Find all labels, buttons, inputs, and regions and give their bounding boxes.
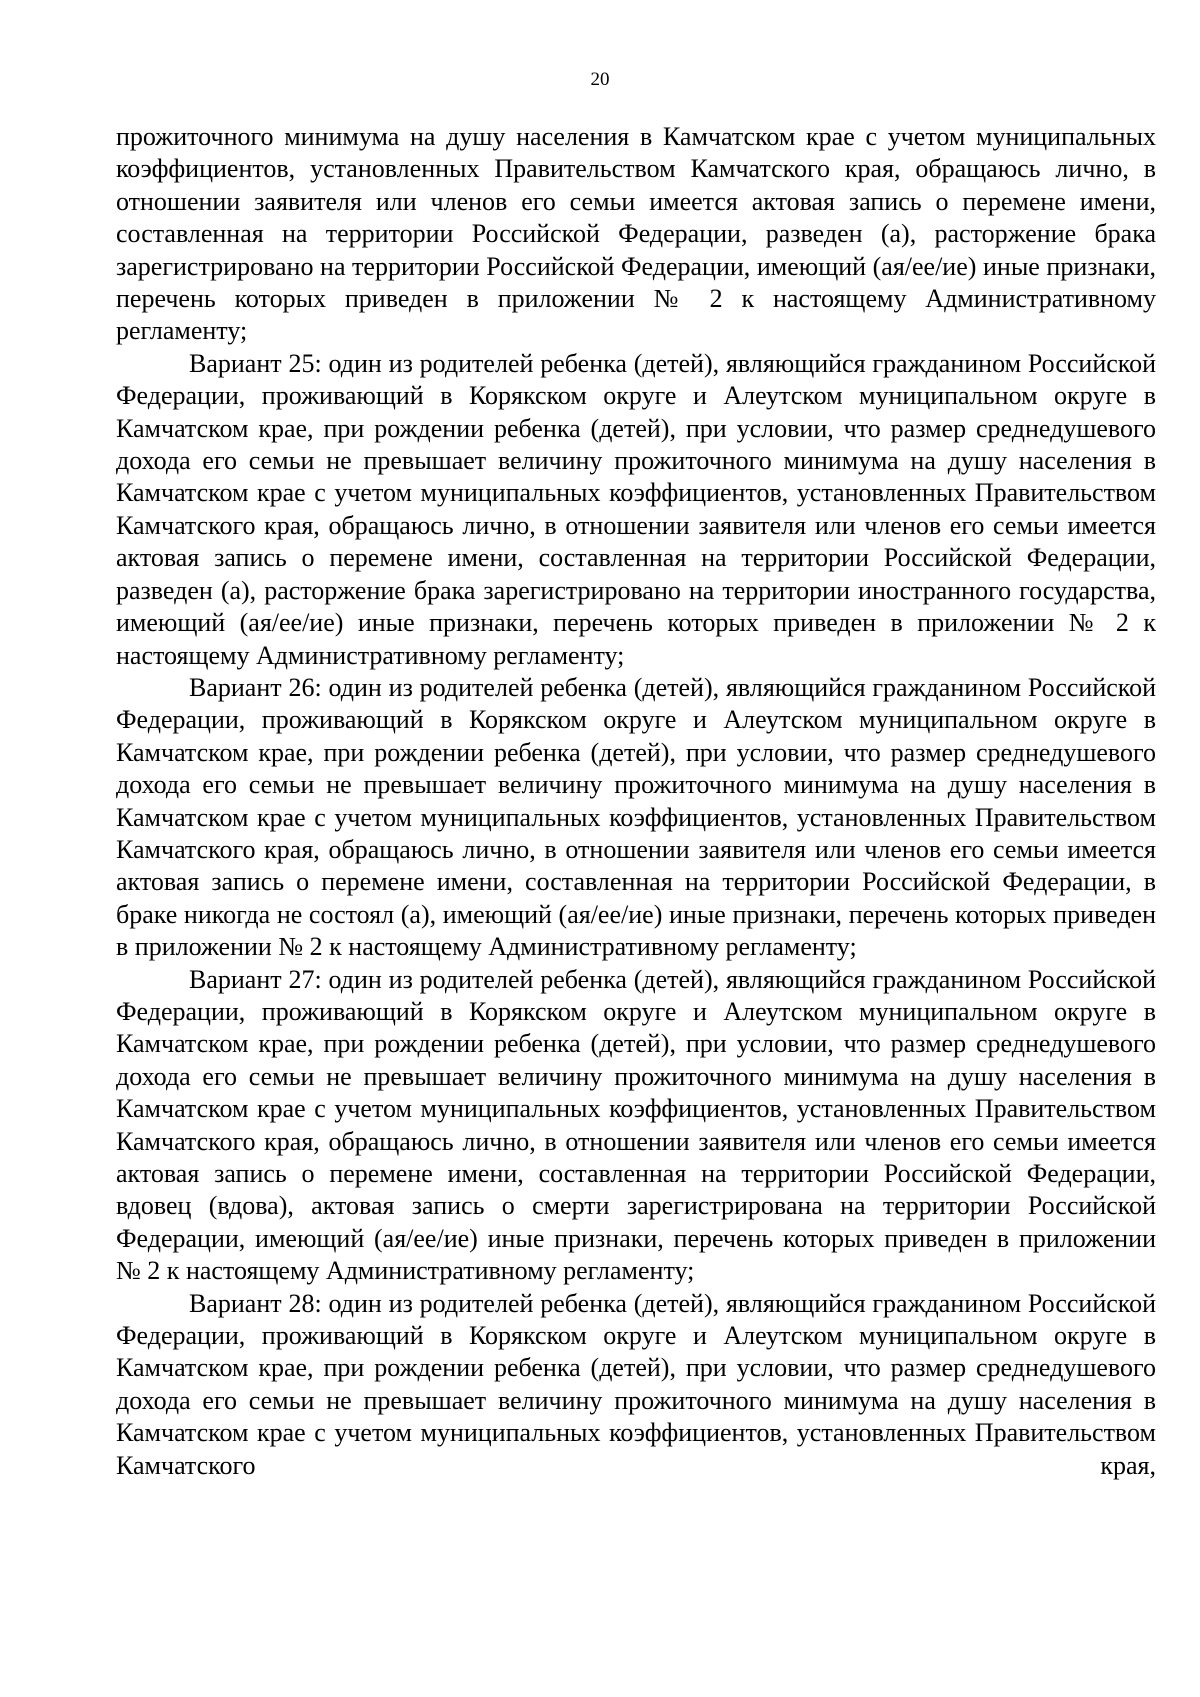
- paragraph-variant-27: Вариант 27: один из родителей ребенка (детей), являющийся гражданином Российской Федерации, проживающий в Корякском округе и Алеутском муниципальном округе в Камчатском крае, при рождении ребенка (детей), при условии, что размер среднедушевого дохода его семьи не превышает величину прожиточного минимума на душу населения в Камчатском крае с учетом муниципальных коэффициентов, установленных Правительством Камчатского края, обращаюсь лично, в отношении заявителя или членов его семьи имеется актовая запись о перемене имени, составленная на территории Российской Федерации, вдовец (вдова), актовая запись о смерти зарегистрирована на территории Российской Федерации, имеющий (ая/ее/ие) иные признаки, перечень которых приведен в приложении № 2 к настоящему Административному регламенту;: [116, 964, 1156, 1286]
- paragraph-variant-25: Вариант 25: один из родителей ребенка (детей), являющийся гражданином Российской Федерации, проживающий в Корякском округе и Алеутском муниципальном округе в Камчатском крае, при рождении ребенка (детей), при условии, что размер среднедушевого дохода его семьи не превышает величину прожиточного минимума на душу населения в Камчатском крае с учетом муниципальных коэффициентов, установленных Правительством Камчатского края, обращаюсь лично, в отношении заявителя или членов его семьи имеется актовая запись о перемене имени, составленная на территории Российской Федерации, разведен (а), расторжение брака зарегистрировано на территории иностранного государства, имеющий (ая/ее/ие) иные признаки, перечень которых приведен в приложении № 2 к настоящему Административному регламенту;: [116, 348, 1156, 670]
- paragraph-continuation: прожиточного минимума на душу населения в Камчатском крае с учетом муниципальных коэффициентов, установленных Правительством Камчатского края, обращаюсь лично, в отношении заявителя или членов его семьи имеется актовая запись о перемене имени, составленная на территории Российской Федерации, разведен (а), расторжение брака зарегистрировано на территории Российской Федерации, имеющий (ая/ее/ие) иные признаки, перечень которых приведен в приложении № 2 к настоящему Административному регламенту;: [116, 122, 1156, 346]
- document-body: [116, 121, 1156, 1482]
- paragraph-variant-28: Вариант 28: один из родителей ребенка (детей), являющийся гражданином Российской Федерации, проживающий в Корякском округе и Алеутском муниципальном округе в Камчатском крае, при рождении ребенка (детей), при условии, что размер среднедушевого дохода его семьи не превышает величину прожиточного минимума на душу населения в Камчатском крае с учетом муниципальных коэффициентов, установленных Правительством Камчатского края,: [116, 1288, 1156, 1480]
- paragraph-variant-26: Вариант 26: один из родителей ребенка (детей), являющийся гражданином Российской Федерации, проживающий в Корякском округе и Алеутском муниципальном округе в Камчатском крае, при рождении ребенка (детей), при условии, что размер среднедушевого дохода его семьи не превышает величину прожиточного минимума на душу населения в Камчатском крае с учетом муниципальных коэффициентов, установленных Правительством Камчатского края, обращаюсь лично, в отношении заявителя или членов его семьи имеется актовая запись о перемене имени, составленная на территории Российской Федерации, в браке никогда не состоял (а), имеющий (ая/ее/ие) иные признаки, перечень которых приведен в приложении № 2 к настоящему Административному регламенту;: [116, 672, 1156, 962]
- page-number: 20: [590, 69, 610, 90]
